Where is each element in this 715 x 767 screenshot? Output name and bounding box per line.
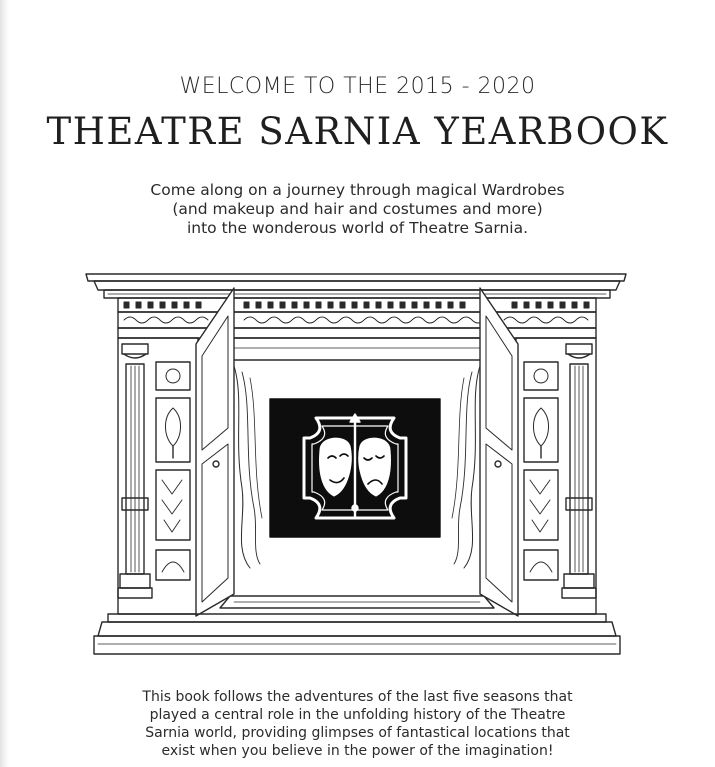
- footer-text: [0, 688, 715, 760]
- welcome-kicker: WELCOME TO THE 2015 - 2020: [179, 74, 536, 99]
- wardrobe-base: [94, 614, 620, 654]
- footer-line: This book follows the adventures of the last five seasons that: [142, 689, 573, 705]
- wardrobe-left-side: [118, 338, 198, 614]
- theatre-masks-logo: [270, 399, 440, 537]
- wardrobe-illustration: [84, 268, 630, 662]
- wardrobe-left-door: [196, 288, 234, 616]
- intro-line: (and makeup and hair and costumes and more): [172, 200, 543, 218]
- footer-line: played a central role in the unfolding history of the Theatre: [149, 707, 566, 723]
- footer-line: exist when you believe in the power of the imagination!: [161, 743, 554, 759]
- wardrobe-right-side: [516, 338, 596, 614]
- wardrobe-cornice: [86, 274, 626, 338]
- intro-line: Come along on a journey through magical Wardrobes: [150, 181, 565, 199]
- footer-line: Sarnia world, providing glimpses of fantastical locations that: [145, 725, 570, 741]
- intro-text: [0, 181, 715, 238]
- wardrobe-right-door: [480, 288, 518, 616]
- intro-line: into the wonderous world of Theatre Sarnia.: [186, 219, 529, 237]
- page-title: THEATRE SARNIA YEARBOOK: [46, 110, 669, 153]
